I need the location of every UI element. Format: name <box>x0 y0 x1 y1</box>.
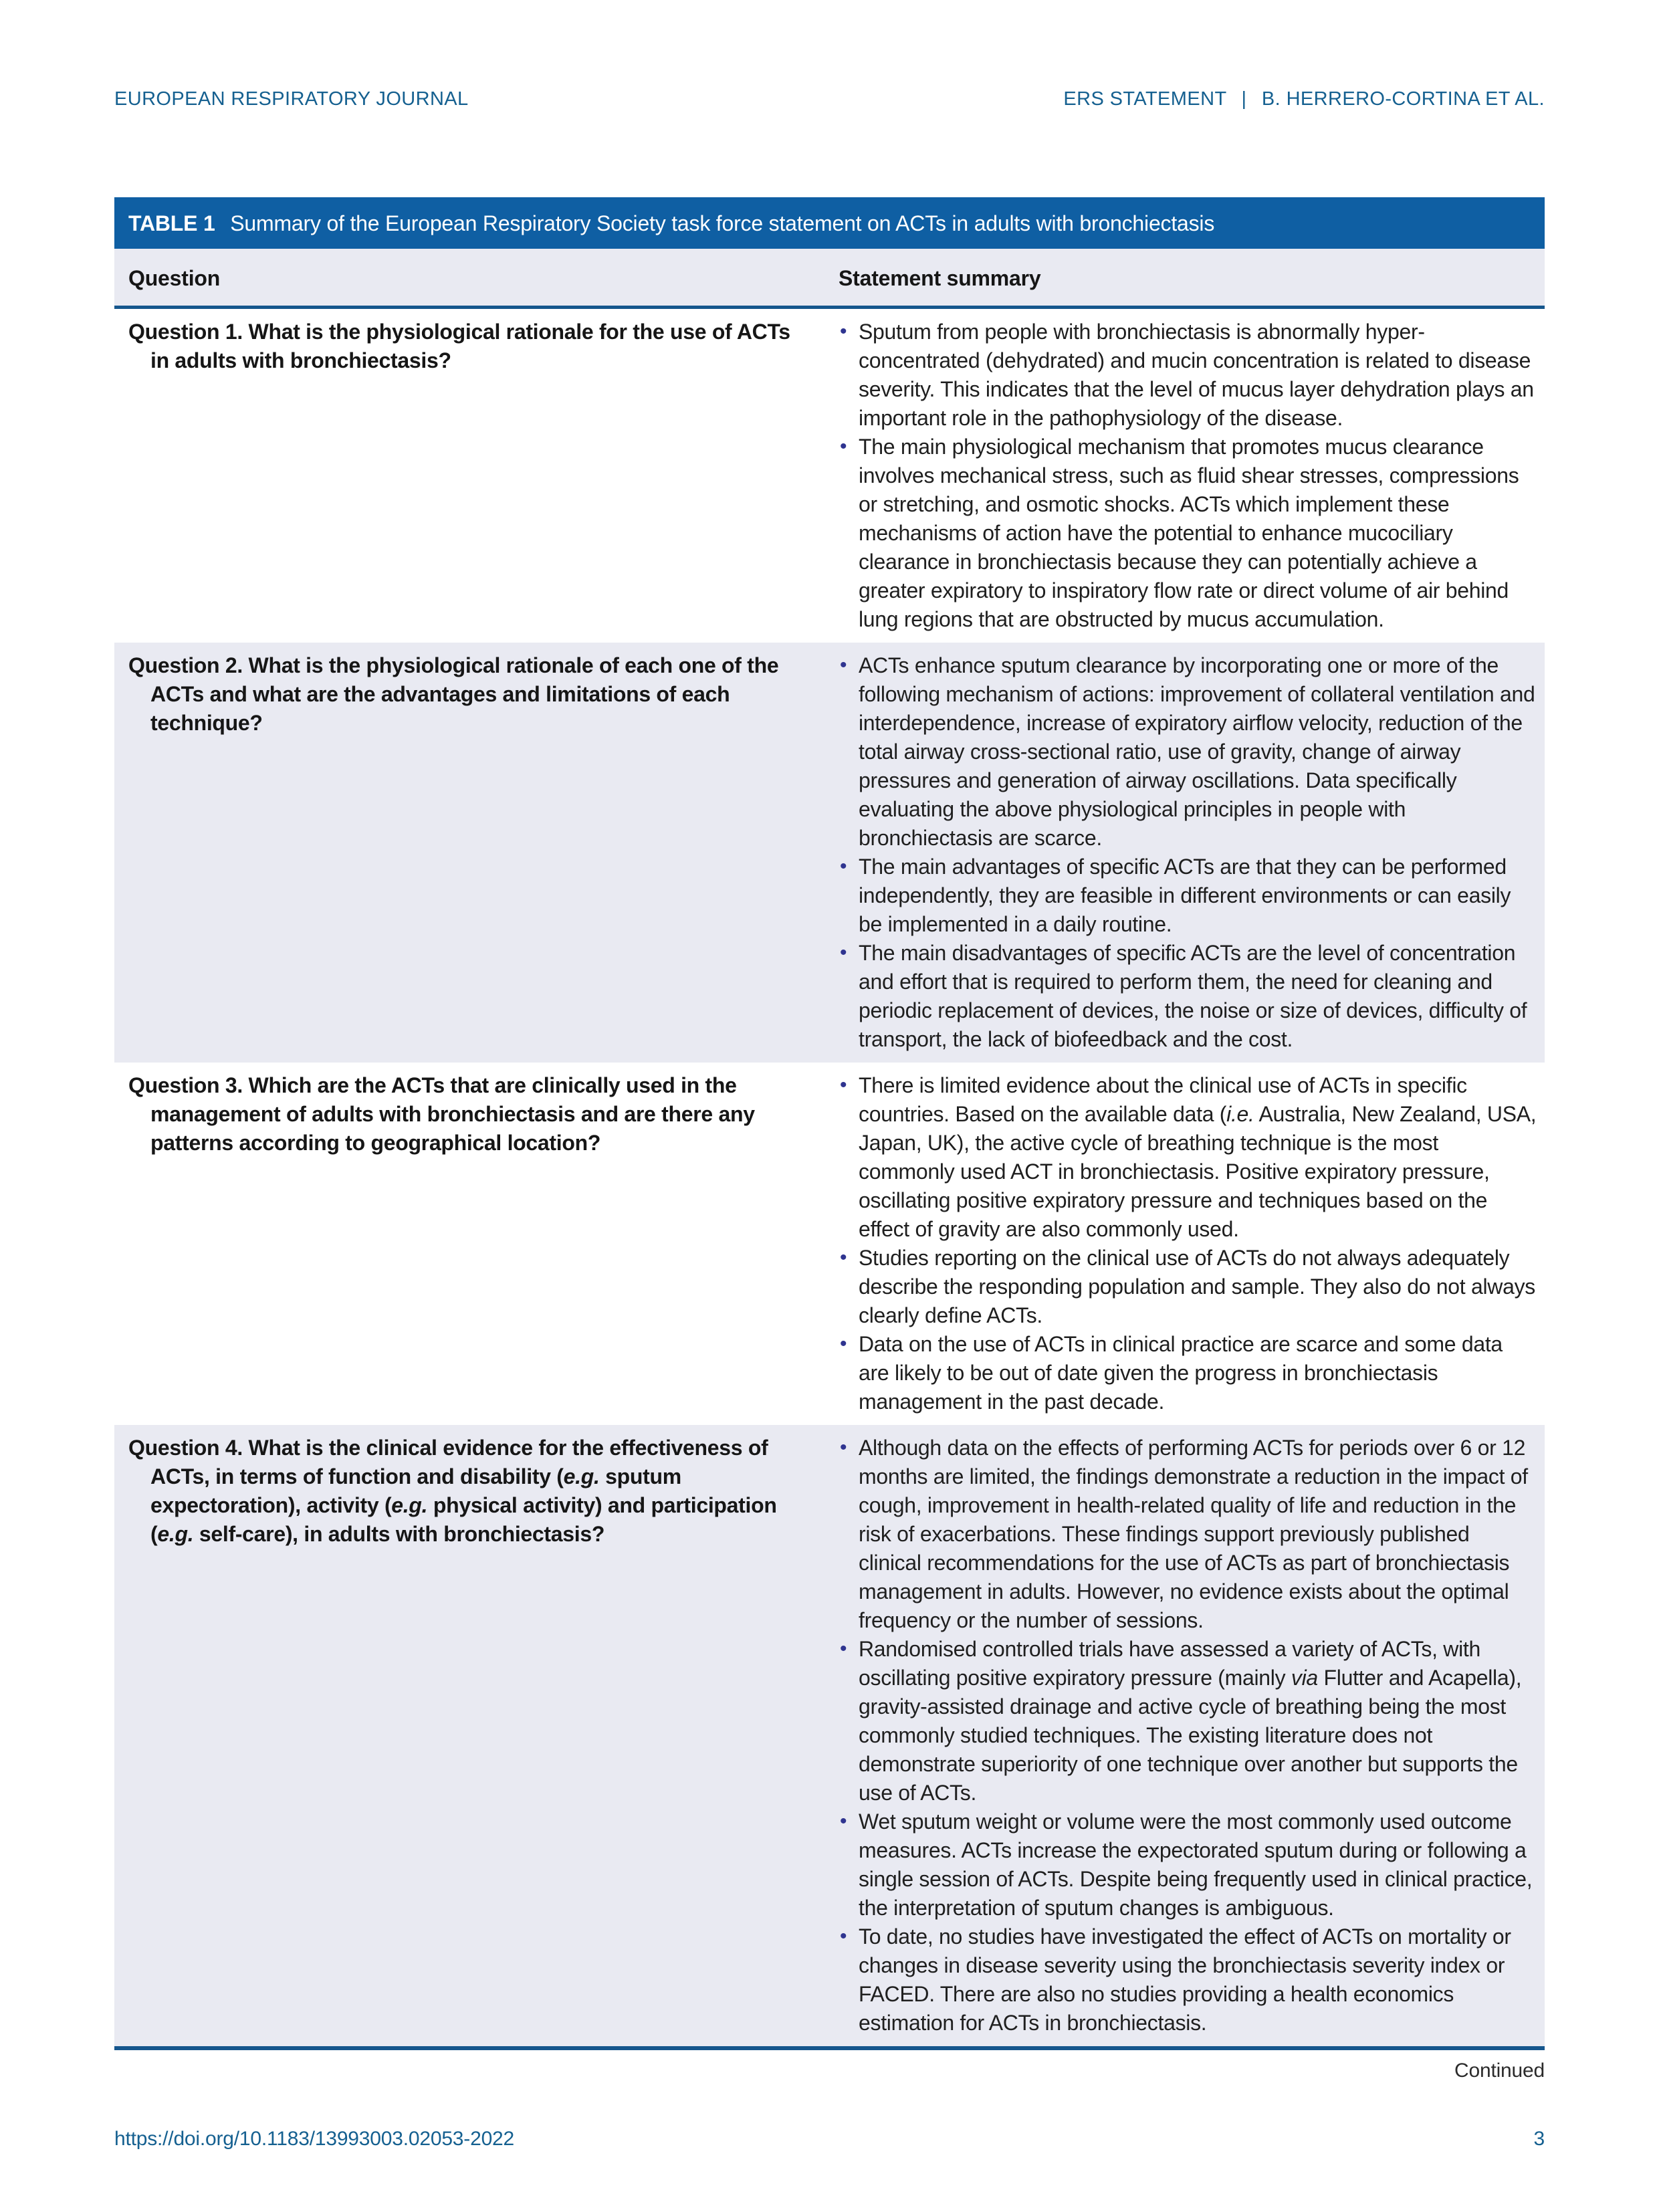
bullet-text <box>859 1809 1532 1920</box>
text-segment: Flutter and Acapella), gravity-assisted drainage and active cycle of breathing being the most commonly studied techniques. The existing literature does not demonstrate superiority of one technique over another but supports the use of ACTs. <box>859 1666 1522 1805</box>
text-segment: Question 4. What is the clinical evidence for the effectiveness of ACTs, in terms of function and disability ( <box>128 1436 768 1488</box>
bullet-icon: • <box>840 942 847 964</box>
question-text <box>128 1071 812 1157</box>
text-segment: Question 2. What is the physiological rationale of each one of the ACTs and what are the advantages and limitations of each technique? <box>128 653 779 735</box>
bullet-icon: • <box>840 1638 847 1660</box>
bullet-icon: • <box>840 1810 847 1832</box>
table-column-headers <box>114 249 1545 309</box>
text-segment: The main disadvantages of specific ACTs are the level of concentration and effort that is required to perform them, the need for cleaning and periodic replacement of devices, the noise or size of devices, difficulty of transport, the lack of biofeedback and the cost. <box>859 941 1527 1051</box>
bullet-icon: • <box>840 1925 847 1947</box>
text-segment: i.e. <box>1226 1102 1254 1126</box>
table-row <box>114 1425 1545 2046</box>
text-segment: e.g. <box>157 1522 194 1546</box>
statement-bullet-item <box>839 853 1537 939</box>
bullet-text <box>859 320 1534 430</box>
table-body <box>114 309 1545 2050</box>
question-cell <box>114 1425 839 2046</box>
text-segment: e.g. <box>563 1464 600 1488</box>
journal-name: EUROPEAN RESPIRATORY JOURNAL <box>114 88 469 110</box>
question-text <box>128 651 812 738</box>
table-label: TABLE 1 <box>128 211 215 235</box>
separator-bar-icon: | <box>1241 88 1247 110</box>
bullet-text <box>859 1332 1503 1414</box>
text-segment: Although data on the effects of performing ACTs for periods over 6 or 12 months are limited, the findings demonstrate a reduction in the impact of cough, improvement in health-related quality of life and reduction in the risk of exacerbations. These findings support previously published clinical recommendations for the use of ACTs as part of bronchiectasis management in adults. However, no evidence exists about the optimal frequency or the number of sessions. <box>859 1436 1528 1632</box>
bullet-text <box>859 941 1527 1051</box>
text-segment: Studies reporting on the clinical use of ACTs do not always adequately describe the responding population and sample. They also do not always clearly define ACTs. <box>859 1246 1535 1327</box>
bullet-text <box>859 1246 1535 1327</box>
statement-summary-cell <box>839 1063 1544 1425</box>
bullet-text <box>859 855 1511 936</box>
text-segment: Sputum from people with bronchiectasis is abnormally hyper-concentrated (dehydrated) and mucin concentration is related to disease severity. This indicates that the level of mucus layer dehydration plays an important role in the pathophysiology of the disease. <box>859 320 1534 430</box>
page-footer <box>114 2128 1545 2150</box>
question-text <box>128 1434 812 1549</box>
article-type-label: ERS STATEMENT <box>1063 88 1227 110</box>
statement-summary-cell <box>839 1425 1544 2046</box>
bullet-text <box>859 1436 1528 1632</box>
question-cell <box>114 309 839 643</box>
statement-bullet-item <box>839 1434 1537 1635</box>
table-row <box>114 1063 1545 1425</box>
text-segment: Question 3. Which are the ACTs that are clinically used in the management of adults with bronchiectasis and are there any patterns according to geographical location? <box>128 1073 755 1155</box>
text-segment: e.g. <box>391 1493 428 1517</box>
running-head-right <box>1063 88 1545 110</box>
statement-bullet-item <box>839 939 1537 1054</box>
statement-bullet-item <box>839 433 1537 634</box>
statement-summary-cell <box>839 309 1544 643</box>
bullet-text <box>859 435 1519 631</box>
bullet-icon: • <box>840 1246 847 1268</box>
bullet-icon: • <box>840 320 847 342</box>
table-row <box>114 309 1545 643</box>
bullet-text <box>859 653 1535 850</box>
statement-summary-cell <box>839 643 1544 1063</box>
statement-bullet-item <box>839 1922 1537 2037</box>
question-text <box>128 318 812 375</box>
table-1 <box>114 197 1545 2082</box>
table-title-bar <box>114 197 1545 249</box>
bullet-icon: • <box>840 435 847 457</box>
statement-bullet-item <box>839 1807 1537 1922</box>
text-segment: via <box>1291 1666 1318 1690</box>
table-row <box>114 643 1545 1063</box>
statement-bullet-item <box>839 1071 1537 1244</box>
column-header-statement-summary: Statement summary <box>839 266 1041 290</box>
text-segment: Australia, New Zealand, USA, Japan, UK), the active cycle of breathing technique is the most commonly used ACT in bronchiectasis. Positive expiratory pressure, oscillating positive expiratory pressure and techniques based on the effect of gravity are also commonly used. <box>859 1102 1537 1241</box>
text-segment: There is limited evidence about the clinical use of ACTs in specific countries. Based on the available data ( <box>859 1073 1467 1126</box>
bullet-icon: • <box>840 1333 847 1355</box>
table-caption: Summary of the European Respiratory Society task force statement on ACTs in adults with bronchiectasis <box>230 211 1215 235</box>
authors-label: B. HERRERO-CORTINA ET AL. <box>1261 88 1545 110</box>
text-segment: The main physiological mechanism that promotes mucus clearance involves mechanical stress, such as fluid shear stresses, compressions or stretching, and osmotic shocks. ACTs which implement these mechanisms of action have the potential to enhance mucociliary clearance in bronchiectasis because they can potentially achieve a greater expiratory to inspiratory flow rate or direct volume of air behind lung regions that are obstructed by mucus accumulation. <box>859 435 1519 631</box>
text-segment: Randomised controlled trials have assessed a variety of ACTs, with oscillating positive expiratory pressure (mainly <box>859 1637 1480 1690</box>
page-number: 3 <box>1533 2128 1545 2150</box>
bullet-text <box>859 1637 1521 1805</box>
text-segment: The main advantages of specific ACTs are that they can be performed independently, they are feasible in different environments or can easily be implemented in a daily routine. <box>859 855 1511 936</box>
text-segment: self-care), in adults with bronchiectasis? <box>193 1522 605 1546</box>
bullet-text <box>859 1073 1536 1241</box>
text-segment: physical activity) and participation ( <box>150 1493 777 1546</box>
statement-bullet-item <box>839 318 1537 433</box>
running-head <box>114 88 1545 110</box>
statement-bullet-item <box>839 1635 1537 1807</box>
text-segment: Data on the use of ACTs in clinical practice are scarce and some data are likely to be out of date given the progress in bronchiectasis management in the past decade. <box>859 1332 1503 1414</box>
text-segment: Wet sputum weight or volume were the most commonly used outcome measures. ACTs increase the expectorated sputum during or following a single session of ACTs. Despite being frequently used in clinical practice, the interpretation of sputum changes is ambiguous. <box>859 1809 1533 1920</box>
bullet-icon: • <box>840 855 847 877</box>
text-segment: To date, no studies have investigated the effect of ACTs on mortality or changes in disease severity using the bronchiectasis severity index or FACED. There are also no studies providing a health economics estimation for ACTs in bronchiectasis. <box>859 1924 1511 2035</box>
column-header-question: Question <box>128 266 221 290</box>
text-segment: ACTs enhance sputum clearance by incorporating one or more of the following mechanism of actions: improvement of collateral ventilation and interdependence, increase of expiratory airflow velocity, reduction of the total airway cross-sectional ratio, use of gravity, change of airway pressures and generation of airway oscillations. Data specifically evaluating the above physiological principles in people with bronchiectasis are scarce. <box>859 653 1535 850</box>
question-cell <box>114 1063 839 1425</box>
continued-label: Continued <box>1454 2060 1545 2082</box>
statement-bullet-item <box>839 651 1537 853</box>
text-segment: Question 1. What is the physiological rationale for the use of ACTs in adults with bronchiectasis? <box>128 320 790 372</box>
bullet-text <box>859 1924 1511 2035</box>
bullet-icon: • <box>840 1074 847 1096</box>
doi-link[interactable]: https://doi.org/10.1183/13993003.02053-2022 <box>114 2128 515 2150</box>
statement-bullet-item <box>839 1244 1537 1330</box>
bullet-icon: • <box>840 654 847 676</box>
statement-bullet-item <box>839 1330 1537 1416</box>
text-segment: sputum expectoration), activity ( <box>150 1464 681 1517</box>
bullet-icon: • <box>840 1436 847 1458</box>
question-cell <box>114 643 839 1063</box>
